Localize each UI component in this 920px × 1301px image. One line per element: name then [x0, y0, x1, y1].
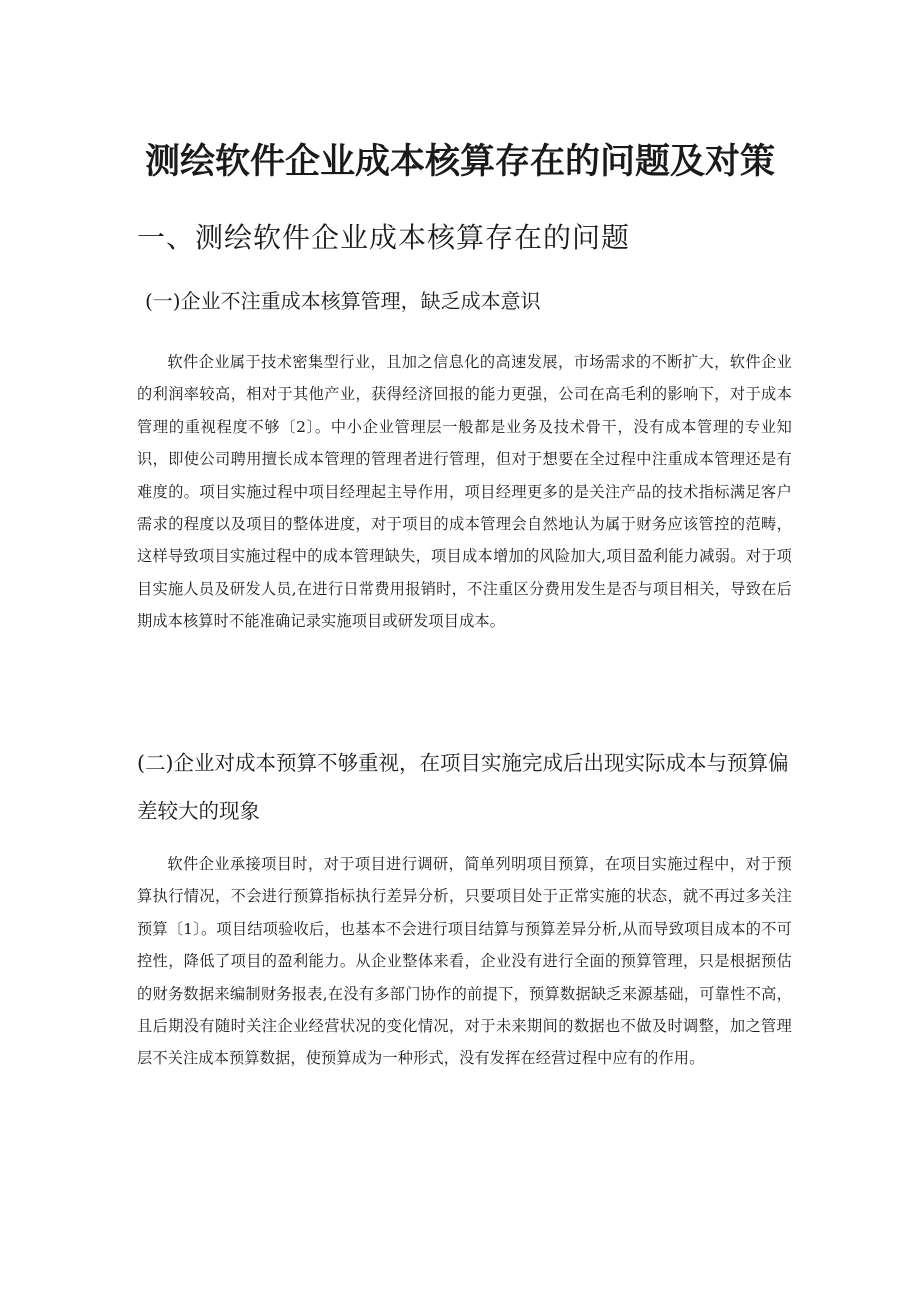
subsection-heading-2: (二)企业对成本预算不够重视，在项目实施完成后出现实际成本与预算偏差较大的现象 [137, 751, 789, 823]
section-heading-1: 一、测绘软件企业成本核算存在的问题 [137, 221, 631, 254]
body-paragraph-1: 软件企业属于技术密集型行业，且加之信息化的高速发展，市场需求的不断扩大，软件企业的利润率较高，相对于其他产业，获得经济回报的能力更强，公司在高毛利的影响下，对于成本管理的重视程度不够〔2〕。中小企业管理层一般都是业务及技术骨干，没有成本管理的专业知识，即使公司聘用擅长成本管理的管理者进行管理，但对于想要在全过程中注重成本管理还是有难度的。项目实施过程中项目经理起主导作用，项目经理更多的是关注产品的技术指标满足客户需求的程度以及项目的整体进度，对于项目的成本管理会自然地认为属于财务应该管控的范畴，这样导致项目实施过程中的成本管理缺失，项目成本增加的风险加大,项目盈利能力减弱。对于项目实施人员及研发人员,在进行日常费用报销时，不注重区分费用发生是否与项目相关，导致在后期成本核算时不能准确记录实施项目或研发项目成本。 [137, 353, 792, 631]
document-title: 测绘软件企业成本核算存在的问题及对策 [144, 142, 775, 182]
subsection-heading-1: (一)企业不注重成本核算管理，缺乏成本意识 [145, 289, 541, 313]
body-paragraph-2: 软件企业承接项目时，对于项目进行调研，简单列明项目预算，在项目实施过程中，对于预算执行情况，不会进行预算指标执行差异分析，只要项目处于正常实施的状态，就不再过多关注预算〔1〕。项目结项验收后，也基本不会进行项目结算与预算差异分析,从而导致项目成本的不可控性，降低了项目的盈利能力。从企业整体来看，企业没有进行全面的预算管理，只是根据预估的财务数据来编制财务报表,在没有多部门协作的前提下，预算数据缺乏来源基础，可靠性不高，且后期没有随时关注企业经营状况的变化情况，对于未来期间的数据也不做及时调整，加之管理层不关注成本预算数据，使预算成为一种形式，没有发挥在经营过程中应有的作用。 [137, 855, 792, 1068]
